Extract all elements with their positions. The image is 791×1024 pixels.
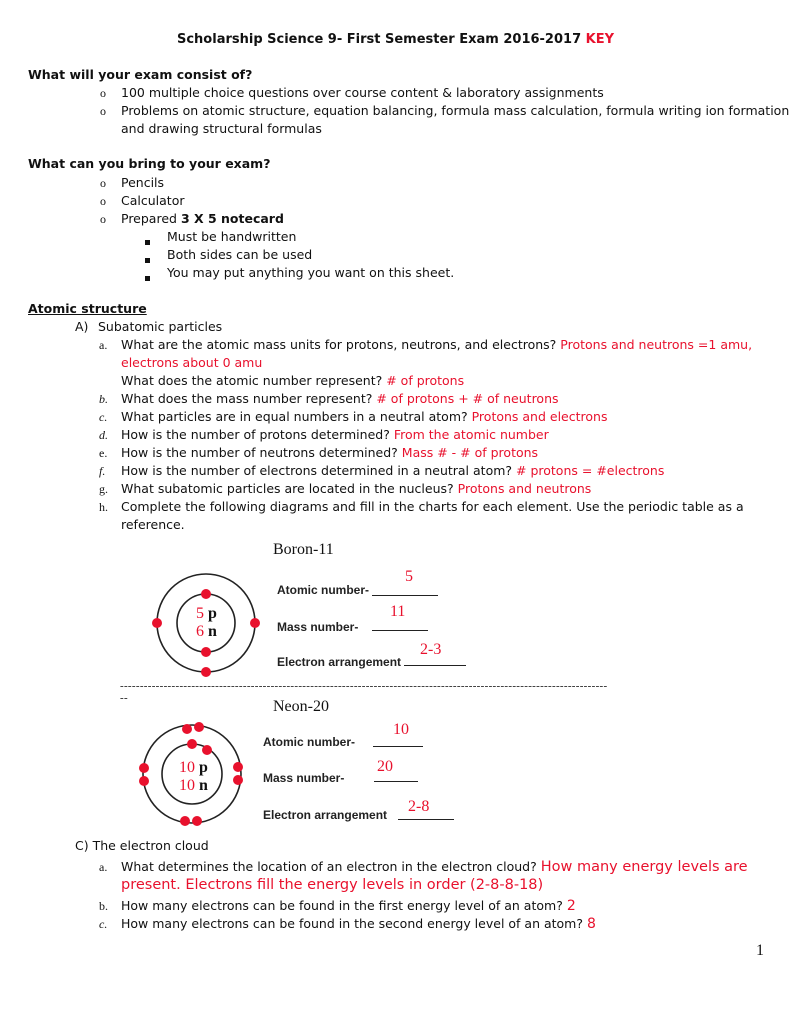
- question-text: How is the number of protons determined?: [121, 427, 394, 442]
- list-item: Problems on atomic structure, equation balancing, formula mass calculation, formula writing ion formation: [121, 103, 790, 118]
- prepared-text: Prepared: [121, 211, 181, 226]
- electron: [201, 647, 211, 657]
- electron: [139, 763, 149, 773]
- question-text: What does the atomic number represent?: [121, 373, 387, 388]
- boron-arr-label: Electron arrangement: [277, 655, 402, 669]
- answer-text: # of protons: [386, 373, 465, 388]
- list-item: [121, 211, 284, 226]
- bullet: o: [100, 212, 106, 226]
- boron-atomic-value: 5: [405, 568, 413, 585]
- title-text: Scholarship Science 9- First Semester Exam 2016-2017: [176, 32, 586, 47]
- electron: [233, 775, 243, 785]
- sub-item: You may put anything you want on this sheet.: [167, 265, 455, 280]
- list-item: 100 multiple choice questions over course content & laboratory assignments: [121, 85, 604, 100]
- answer-text: 8: [586, 916, 596, 932]
- answer-text: 2: [566, 898, 576, 914]
- question-letter: c.: [99, 410, 108, 424]
- bullet: o: [100, 86, 106, 100]
- list-item-continued: and drawing structural formulas: [121, 121, 322, 136]
- section-a-marker: A): [75, 319, 89, 334]
- cloud-question-b: [121, 898, 576, 914]
- sub-item: Both sides can be used: [167, 247, 313, 262]
- page-number: 1: [756, 942, 764, 959]
- atomic-structure-heading: Atomic structure: [28, 301, 147, 316]
- bring-heading: What can you bring to your exam?: [28, 156, 271, 171]
- question-text: How is the number of electrons determined in a neutral atom?: [121, 463, 517, 478]
- question-text: What particles are in equal numbers in a neutral atom?: [121, 409, 472, 424]
- question-text: What are the atomic mass units for protons, neutrons, and electrons?: [121, 337, 561, 352]
- question-text: What determines the location of an electron in the electron cloud?: [121, 859, 541, 874]
- question-text: How many electrons can be found in the second energy level of an atom?: [121, 916, 587, 931]
- electron: [250, 618, 260, 628]
- question-letter: g.: [99, 482, 108, 496]
- question-h: Complete the following diagrams and fill in the charts for each element. Use the periodic table as a: [121, 499, 744, 514]
- question-c: [121, 409, 607, 424]
- question-d: [121, 427, 549, 442]
- blank-line: [372, 595, 438, 596]
- question-text: What does the mass number represent?: [121, 391, 377, 406]
- cloud-question-a: [121, 859, 748, 875]
- boron-atomic-label: Atomic number-: [277, 583, 370, 597]
- question-letter: e.: [99, 446, 108, 460]
- question-g: [121, 481, 591, 496]
- question-text: How is the number of neutrons determined?: [121, 445, 402, 460]
- neon-atomic-value: 10: [393, 721, 409, 738]
- neutron-count: 10: [179, 777, 195, 794]
- question-f: [121, 463, 664, 478]
- square-bullet: [145, 251, 150, 266]
- question-letter: c.: [99, 917, 108, 931]
- question-a: [121, 337, 752, 352]
- neon-atomic-label: Atomic number-: [263, 735, 356, 749]
- bullet: o: [100, 194, 106, 208]
- question-text: What subatomic particles are located in the nucleus?: [121, 481, 458, 496]
- boron-mass-value: 11: [390, 603, 406, 620]
- proton-count: 10: [179, 759, 195, 776]
- neutron-symbol: n: [208, 623, 217, 640]
- blank-line: [373, 746, 423, 747]
- electron: [139, 776, 149, 786]
- electron: [194, 722, 204, 732]
- neutron-symbol: n: [199, 777, 208, 794]
- blank-line: [374, 781, 418, 782]
- neon-mass-label: Mass number-: [263, 771, 345, 785]
- question-letter: b.: [99, 392, 108, 406]
- electron: [201, 667, 211, 677]
- boron-mass-label: Mass number-: [277, 620, 359, 634]
- electron: [192, 816, 202, 826]
- answer-text: From the atomic number: [393, 427, 549, 442]
- neon-arr-label: Electron arrangement: [263, 808, 388, 822]
- notecard-text: 3 X 5 notecard: [180, 211, 284, 226]
- proton-symbol: p: [199, 759, 208, 776]
- neon-mass-value: 20: [377, 758, 393, 775]
- question-letter: h.: [99, 500, 108, 514]
- sub-item: Must be handwritten: [167, 229, 297, 244]
- answer-text: Mass # - # of protons: [401, 445, 539, 460]
- boron-nucleus: [196, 605, 217, 641]
- answer-text: Protons and electrons: [471, 409, 608, 424]
- neon-title: Neon-20: [273, 698, 329, 715]
- question-letter: a.: [99, 860, 108, 874]
- electron: [182, 724, 192, 734]
- blank-line: [404, 665, 466, 666]
- answer-text: Protons and neutrons =1 amu,: [560, 337, 753, 352]
- answer-text: present. Electrons fill the energy levels in order (2-8-8-18): [121, 877, 544, 893]
- section-c-heading: C) The electron cloud: [75, 838, 209, 853]
- question-text: How many electrons can be found in the first energy level of an atom?: [121, 898, 567, 913]
- list-item: Calculator: [121, 193, 185, 208]
- question-b: [121, 391, 559, 406]
- square-bullet: [145, 269, 150, 284]
- answer-text: electrons about 0 amu: [121, 355, 263, 370]
- blank-line: [372, 630, 428, 631]
- neon-nucleus: [179, 759, 208, 795]
- electron: [180, 816, 190, 826]
- page-title: [0, 32, 791, 47]
- electron: [187, 739, 197, 749]
- electron: [233, 762, 243, 772]
- section-a-title: Subatomic particles: [98, 319, 223, 334]
- question-h-continued: reference.: [121, 517, 185, 532]
- square-bullet: [145, 233, 150, 248]
- question-e: [121, 445, 538, 460]
- electron: [201, 589, 211, 599]
- neutron-count: 6: [196, 623, 204, 640]
- boron-arr-value: 2-3: [420, 641, 442, 658]
- answer-text: Protons and neutrons: [457, 481, 592, 496]
- blank-line: [398, 819, 454, 820]
- neon-arr-value: 2-8: [408, 798, 430, 815]
- question-a2: [121, 373, 464, 388]
- key-label: KEY: [585, 32, 615, 47]
- question-letter: f.: [99, 464, 106, 478]
- electron: [152, 618, 162, 628]
- proton-count: 5: [196, 605, 204, 622]
- bullet: o: [100, 104, 106, 118]
- exam-consist-heading: What will your exam consist of?: [28, 67, 253, 82]
- answer-text: How many energy levels are: [540, 859, 748, 875]
- question-letter: d.: [99, 428, 108, 442]
- proton-symbol: p: [208, 605, 217, 622]
- answer-text: # of protons + # of neutrons: [376, 391, 559, 406]
- answer-text: # protons = #electrons: [516, 463, 665, 478]
- boron-title: Boron-11: [273, 541, 334, 558]
- bullet: o: [100, 176, 106, 190]
- divider: -----------------------------------------------------------------------------------------------------------------------------: [120, 680, 608, 704]
- list-item: Pencils: [121, 175, 165, 190]
- cloud-question-c: [121, 916, 596, 932]
- question-letter: a.: [99, 338, 108, 352]
- question-letter: b.: [99, 899, 108, 913]
- electron: [202, 745, 212, 755]
